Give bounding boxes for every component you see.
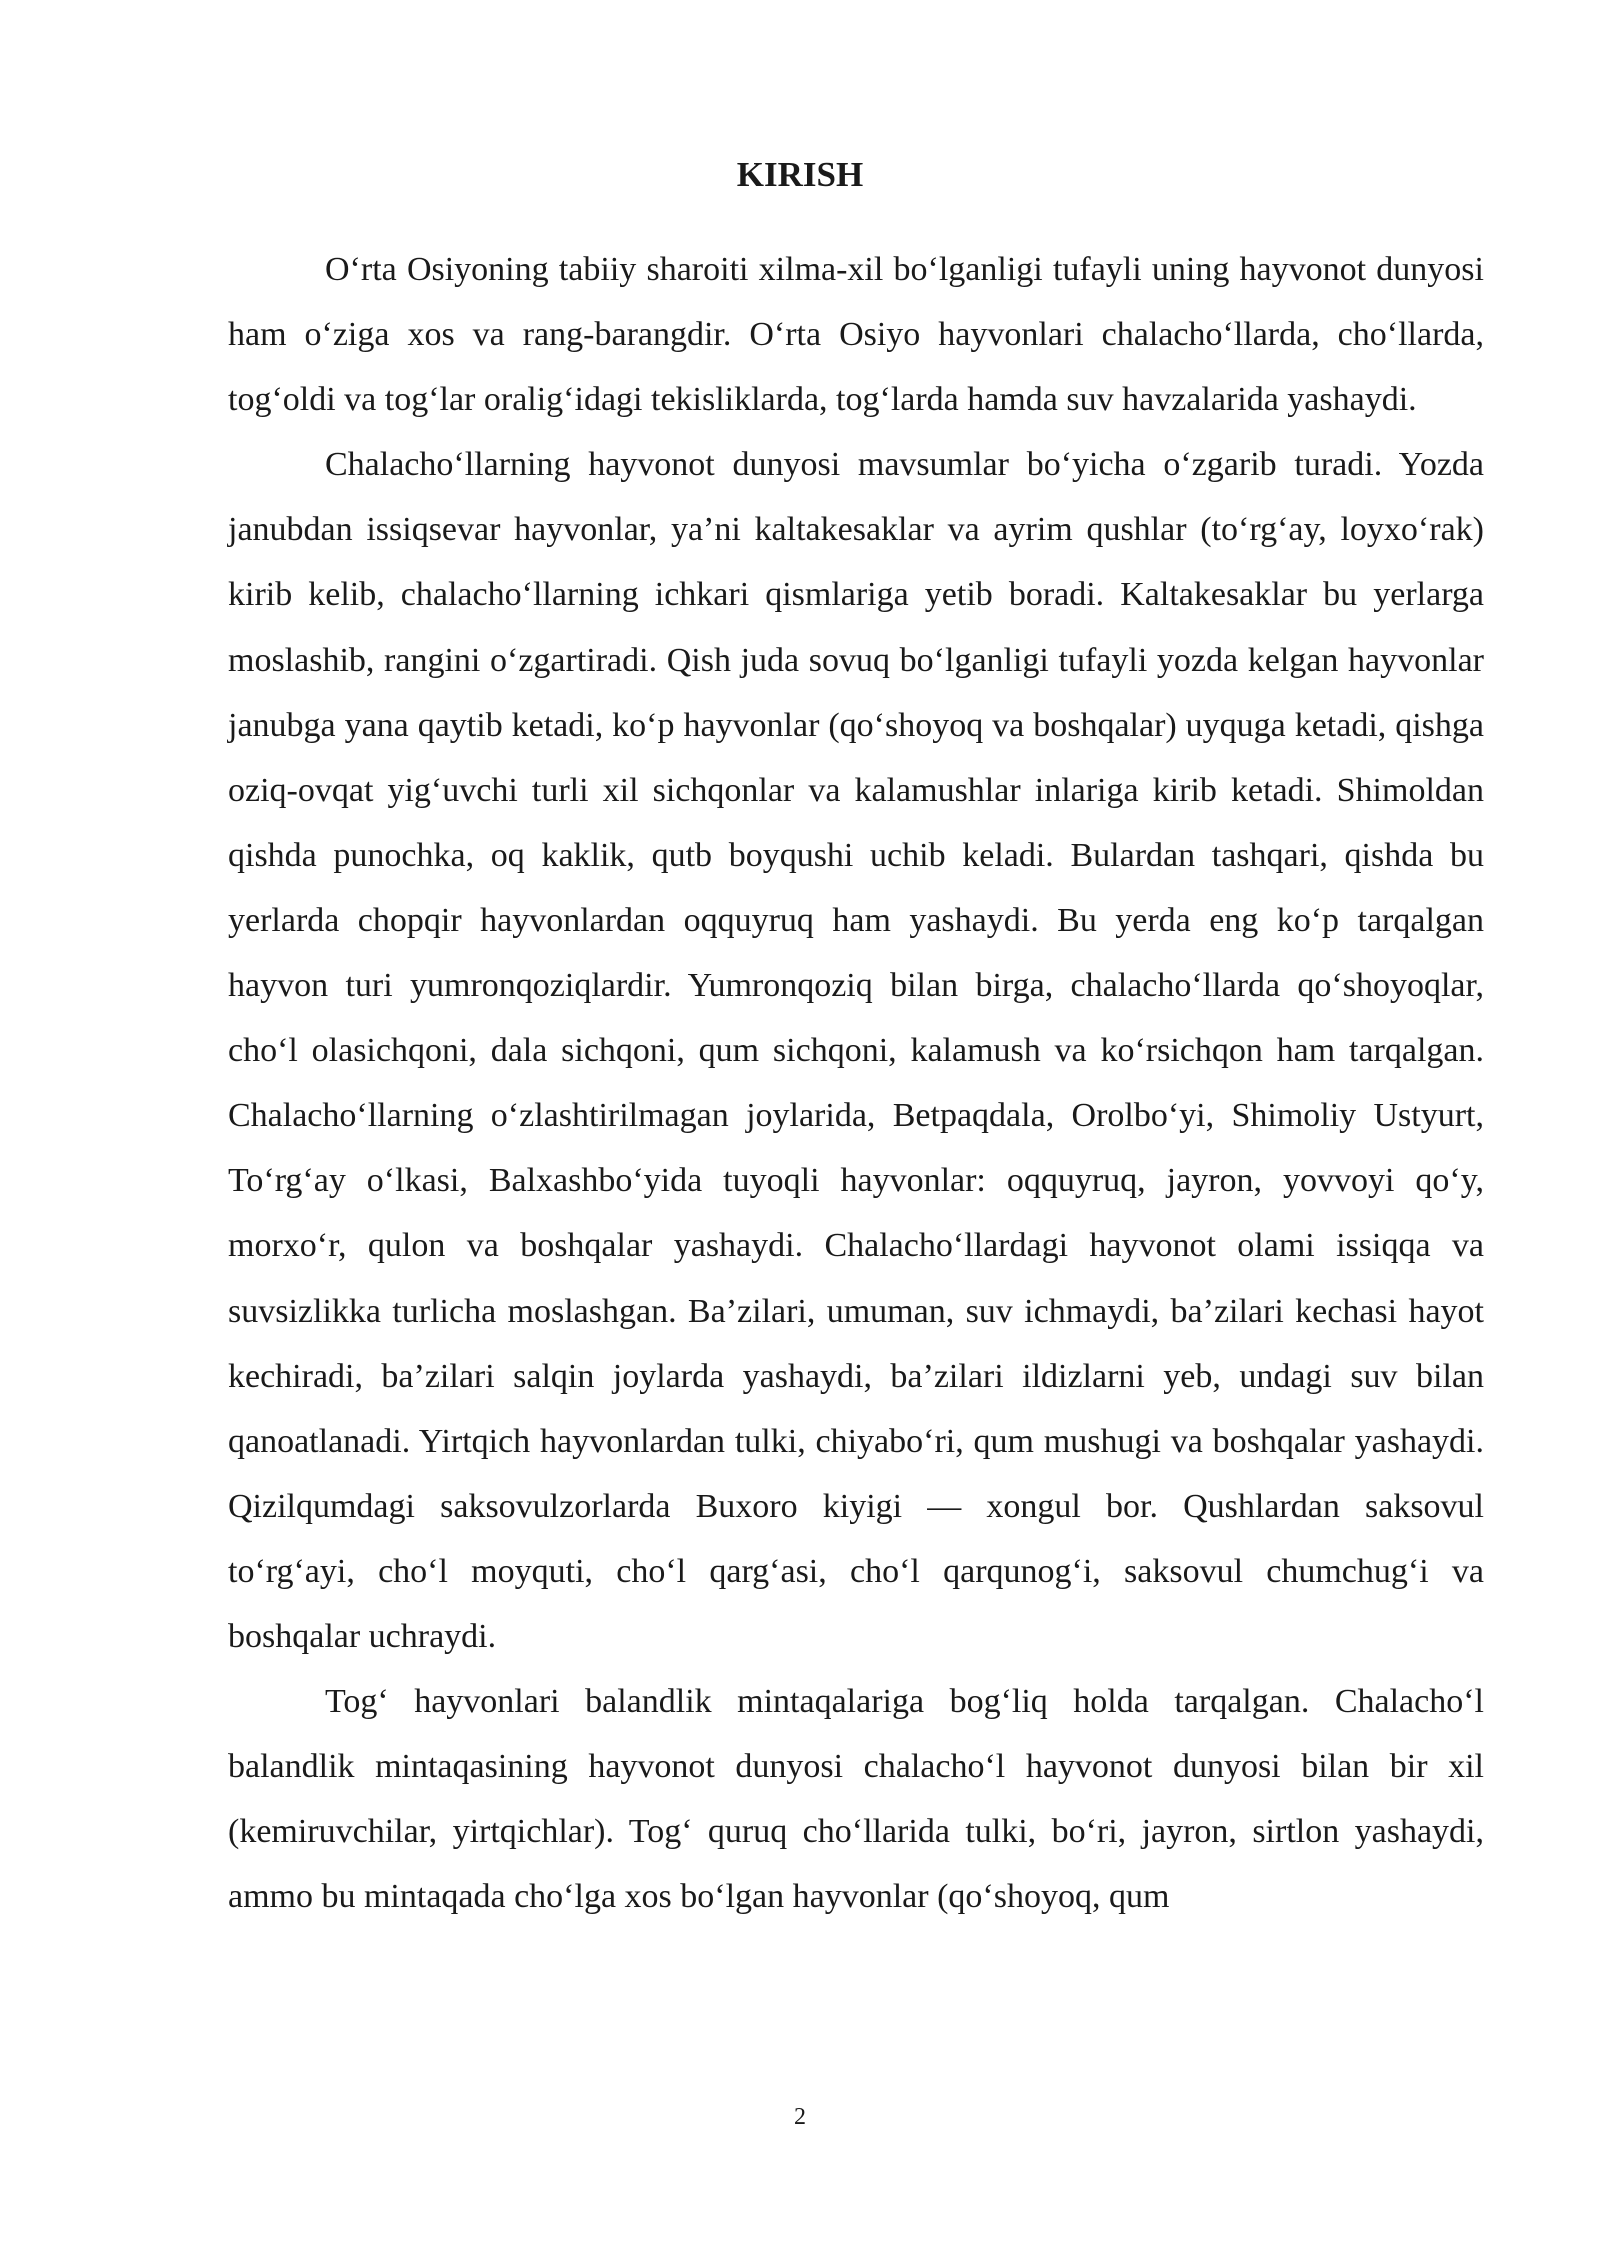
- page-title: KIRISH: [736, 155, 864, 194]
- body-text: [228, 237, 1484, 1929]
- paragraph: O‘rta Osiyoning tabiiy sharoiti xilma-xil bo‘lganligi tufayli uning hayvonot dunyosi ham o‘ziga xos va rang-barangdir. O‘rta Osiyo hayvonlari chalacho‘llarda, cho‘llarda, tog‘oldi va tog‘lar oralig‘idagi tekisliklarda, tog‘larda hamda suv havzalarida yashaydi.: [228, 251, 1484, 419]
- paragraph: Chalacho‘llarning hayvonot dunyosi mavsumlar bo‘yicha o‘zgarib turadi. Yozda janubdan issiqsevar hayvonlar, ya’ni kaltakesaklar va ayrim qushlar (to‘rg‘ay, loyxo‘rak) kirib kelib, chalacho‘llarning ichkari qismlariga yetib boradi. Kaltakesaklar bu yerlarga moslashib, rangini o‘zgartiradi. Qish juda sovuq bo‘lganligi tufayli yozda kelgan hayvonlar janubga yana qaytib ketadi, ko‘p hayvonlar (qo‘shoyoq va boshqalar) uyquga ketadi, qishga oziq-ovqat yig‘uvchi turli xil sichqonlar va kalamushlar inlariga kirib ketadi. Shimoldan qishda punochka, oq kaklik, qutb boyqushi uchib keladi. Bulardan tashqari, qishda bu yerlarda chopqir hayvonlardan oqquyruq ham yashaydi. Bu yerda eng ko‘p tarqalgan hayvon turi yumronqoziqlardir. Yumronqoziq bilan birga, chalacho‘llarda qo‘shoyoqlar, cho‘l olasichqoni, dala sichqoni, qum sichqoni, kalamush va ko‘rsichqon ham tarqalgan. Chalacho‘llarning o‘zlashtirilmagan joylarida, Betpaqdala, Orolbo‘yi, Shimoliy Ustyurt, To‘rg‘ay o‘lkasi, Balxashbo‘yida tuyoqli hayvonlar: oqquyruq, jayron, yovvoyi qo‘y, morxo‘r, qulon va boshqalar yashaydi. Chalacho‘llardagi hayvonot olami issiqqa va suvsizlikka turlicha moslashgan. Ba’zilari, umuman, suv ichmaydi, ba’zilari kechasi hayot kechiradi, ba’zilari salqin joylarda yashaydi, ba’zilari ildizlarni yeb, undagi suv bilan qanoatlanadi. Yirtqich hayvonlardan tulki, chiyabo‘ri, qum mushugi va boshqalar yashaydi. Qizilqumdagi saksovulzorlarda Buxoro kiyigi — xongul bor. Qushlardan saksovul to‘rg‘ayi, cho‘l moyquti, cho‘l qarg‘asi, cho‘l qarqunog‘i, saksovul chumchug‘i va boshqalar uchraydi.: [228, 446, 1484, 1655]
- paragraph: Tog‘ hayvonlari balandlik mintaqalariga bog‘liq holda tarqalgan. Chalacho‘l balandlik mintaqasining hayvonot dunyosi chalacho‘l hayvonot dunyosi bilan bir xil (kemiruvchilar, yirtqichlar). Tog‘ quruq cho‘llarida tulki, bo‘ri, jayron, sirtlon yashaydi, ammo bu mintaqada cho‘lga xos bo‘lgan hayvonlar (qo‘shoyoq, qum: [228, 1683, 1484, 1916]
- page-number: 2: [794, 2104, 806, 2130]
